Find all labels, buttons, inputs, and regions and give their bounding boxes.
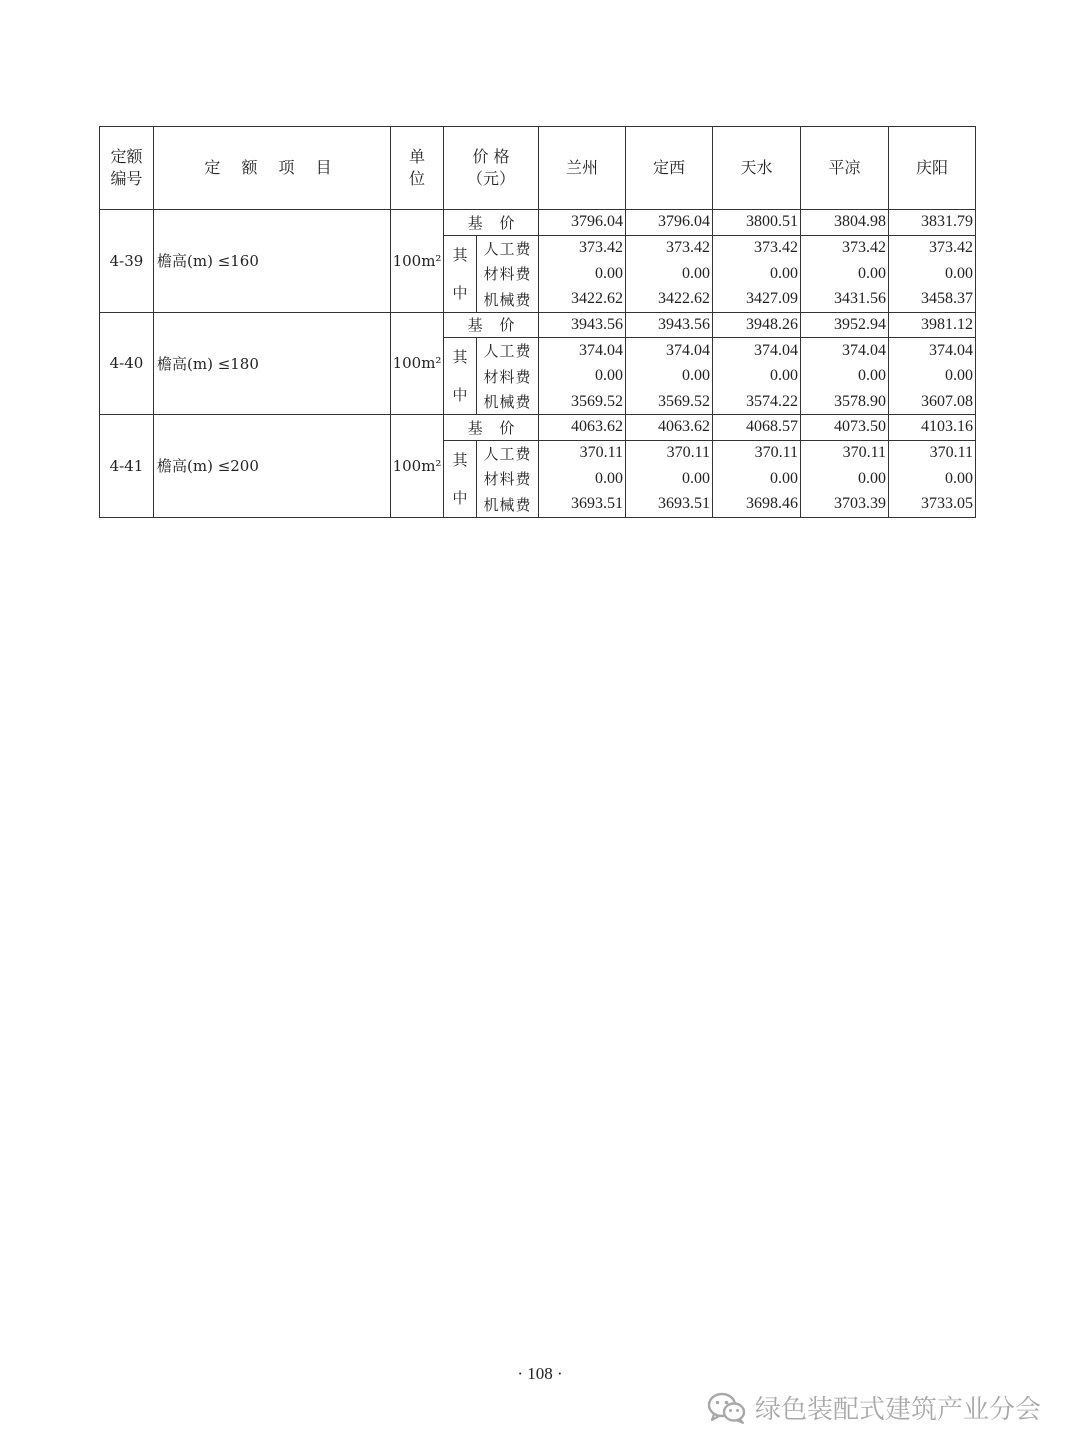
base-price-value: 4063.62 (626, 415, 713, 441)
quota-unit: 100m² (391, 415, 444, 518)
qizhong-char: 其 (452, 245, 468, 264)
header-item: 定 额 项 目 (154, 127, 391, 210)
machine-fee-value: 3569.52 (626, 389, 713, 415)
labor-fee-value: 374.04 (539, 338, 626, 364)
machine-fee-value: 3578.90 (801, 389, 889, 415)
header-code-line2: 编号 (110, 169, 143, 188)
header-city: 定西 (626, 127, 713, 210)
labor-fee-value: 370.11 (801, 440, 889, 466)
machine-fee-value: 3693.51 (626, 492, 713, 518)
machine-fee-value: 3422.62 (626, 286, 713, 312)
base-price-value: 4103.16 (889, 415, 976, 441)
table-row (100, 415, 976, 441)
watermark-text: 绿色装配式建筑产业分会 (755, 1395, 1042, 1425)
quota-code: 4-39 (100, 210, 154, 313)
header-price (444, 127, 539, 210)
machine-fee-label: 机械费 (477, 389, 539, 415)
machine-fee-label: 机械费 (477, 286, 539, 312)
labor-fee-value: 374.04 (889, 338, 976, 364)
header-unit-line1: 单 (408, 147, 425, 166)
material-fee-value: 0.00 (801, 261, 889, 287)
labor-fee-value: 370.11 (713, 440, 801, 466)
material-fee-value: 0.00 (626, 363, 713, 389)
machine-fee-value: 3693.51 (539, 492, 626, 518)
quota-code: 4-40 (100, 312, 154, 415)
labor-fee-value: 373.42 (713, 235, 801, 261)
quota-code: 4-41 (100, 415, 154, 518)
base-price-label: 基 价 (444, 312, 539, 338)
base-price-value: 3981.12 (889, 312, 976, 338)
material-fee-label: 材料费 (477, 363, 539, 389)
base-price-value: 3943.56 (539, 312, 626, 338)
quota-item: 檐高(m) ≤180 (154, 312, 391, 415)
header-code-line1: 定额 (110, 147, 143, 166)
labor-fee-value: 373.42 (539, 235, 626, 261)
base-price-value: 3796.04 (539, 210, 626, 236)
labor-fee-value: 374.04 (713, 338, 801, 364)
base-price-value: 3804.98 (801, 210, 889, 236)
machine-fee-value: 3607.08 (889, 389, 976, 415)
base-price-label: 基 价 (444, 415, 539, 441)
labor-fee-value: 370.11 (539, 440, 626, 466)
material-fee-value: 0.00 (889, 261, 976, 287)
base-price-value: 3796.04 (626, 210, 713, 236)
machine-fee-value: 3703.39 (801, 492, 889, 518)
header-city: 庆阳 (889, 127, 976, 210)
labor-fee-value: 374.04 (801, 338, 889, 364)
material-fee-value: 0.00 (889, 363, 976, 389)
quota-unit: 100m² (391, 312, 444, 415)
material-fee-label: 材料费 (477, 466, 539, 492)
labor-fee-label: 人工费 (477, 440, 539, 466)
labor-fee-value: 370.11 (626, 440, 713, 466)
material-fee-value: 0.00 (889, 466, 976, 492)
labor-fee-value: 373.42 (889, 235, 976, 261)
header-price-line2: （元） (467, 169, 516, 188)
qizhong-char: 中 (452, 386, 468, 405)
material-fee-value: 0.00 (539, 363, 626, 389)
qizhong-char: 中 (452, 283, 468, 302)
base-price-value: 3943.56 (626, 312, 713, 338)
base-price-value: 3800.51 (713, 210, 801, 236)
table-header (100, 127, 976, 210)
machine-fee-value: 3698.46 (713, 492, 801, 518)
base-price-value: 4073.50 (801, 415, 889, 441)
table-row (100, 210, 976, 236)
wechat-icon (707, 1391, 747, 1425)
labor-fee-value: 373.42 (626, 235, 713, 261)
quota-unit: 100m² (391, 210, 444, 313)
base-price-value: 4063.62 (539, 415, 626, 441)
quota-table (99, 126, 976, 518)
table-row (100, 312, 976, 338)
material-fee-label: 材料费 (477, 261, 539, 287)
material-fee-value: 0.00 (713, 363, 801, 389)
machine-fee-value: 3458.37 (889, 286, 976, 312)
watermark (707, 1389, 1041, 1426)
labor-fee-value: 374.04 (626, 338, 713, 364)
header-city: 兰州 (539, 127, 626, 210)
machine-fee-value: 3422.62 (539, 286, 626, 312)
header-city: 平凉 (801, 127, 889, 210)
table-body (100, 210, 976, 518)
machine-fee-value: 3733.05 (889, 492, 976, 518)
labor-fee-label: 人工费 (477, 338, 539, 364)
qizhong-label (444, 440, 477, 517)
qizhong-char: 中 (452, 488, 468, 507)
labor-fee-value: 373.42 (801, 235, 889, 261)
material-fee-value: 0.00 (713, 261, 801, 287)
base-price-value: 4068.57 (713, 415, 801, 441)
base-price-value: 3948.26 (713, 312, 801, 338)
header-city: 天水 (713, 127, 801, 210)
machine-fee-value: 3431.56 (801, 286, 889, 312)
material-fee-value: 0.00 (626, 261, 713, 287)
material-fee-value: 0.00 (539, 261, 626, 287)
header-unit (391, 127, 444, 210)
qizhong-label (444, 235, 477, 312)
base-price-label: 基 价 (444, 210, 539, 236)
header-unit-line2: 位 (408, 169, 425, 188)
quota-item: 檐高(m) ≤200 (154, 415, 391, 518)
machine-fee-value: 3427.09 (713, 286, 801, 312)
machine-fee-value: 3574.22 (713, 389, 801, 415)
labor-fee-label: 人工费 (477, 235, 539, 261)
qizhong-label (444, 338, 477, 415)
labor-fee-value: 370.11 (889, 440, 976, 466)
quota-item: 檐高(m) ≤160 (154, 210, 391, 313)
qizhong-char: 其 (452, 348, 468, 367)
header-price-line1: 价 格 (472, 147, 510, 166)
material-fee-value: 0.00 (801, 363, 889, 389)
material-fee-value: 0.00 (801, 466, 889, 492)
qizhong-char: 其 (452, 450, 468, 469)
material-fee-value: 0.00 (539, 466, 626, 492)
base-price-value: 3952.94 (801, 312, 889, 338)
page-number: · 108 · (517, 1364, 563, 1383)
material-fee-value: 0.00 (713, 466, 801, 492)
machine-fee-value: 3569.52 (539, 389, 626, 415)
header-code (100, 127, 154, 210)
machine-fee-label: 机械费 (477, 492, 539, 518)
base-price-value: 3831.79 (889, 210, 976, 236)
material-fee-value: 0.00 (626, 466, 713, 492)
